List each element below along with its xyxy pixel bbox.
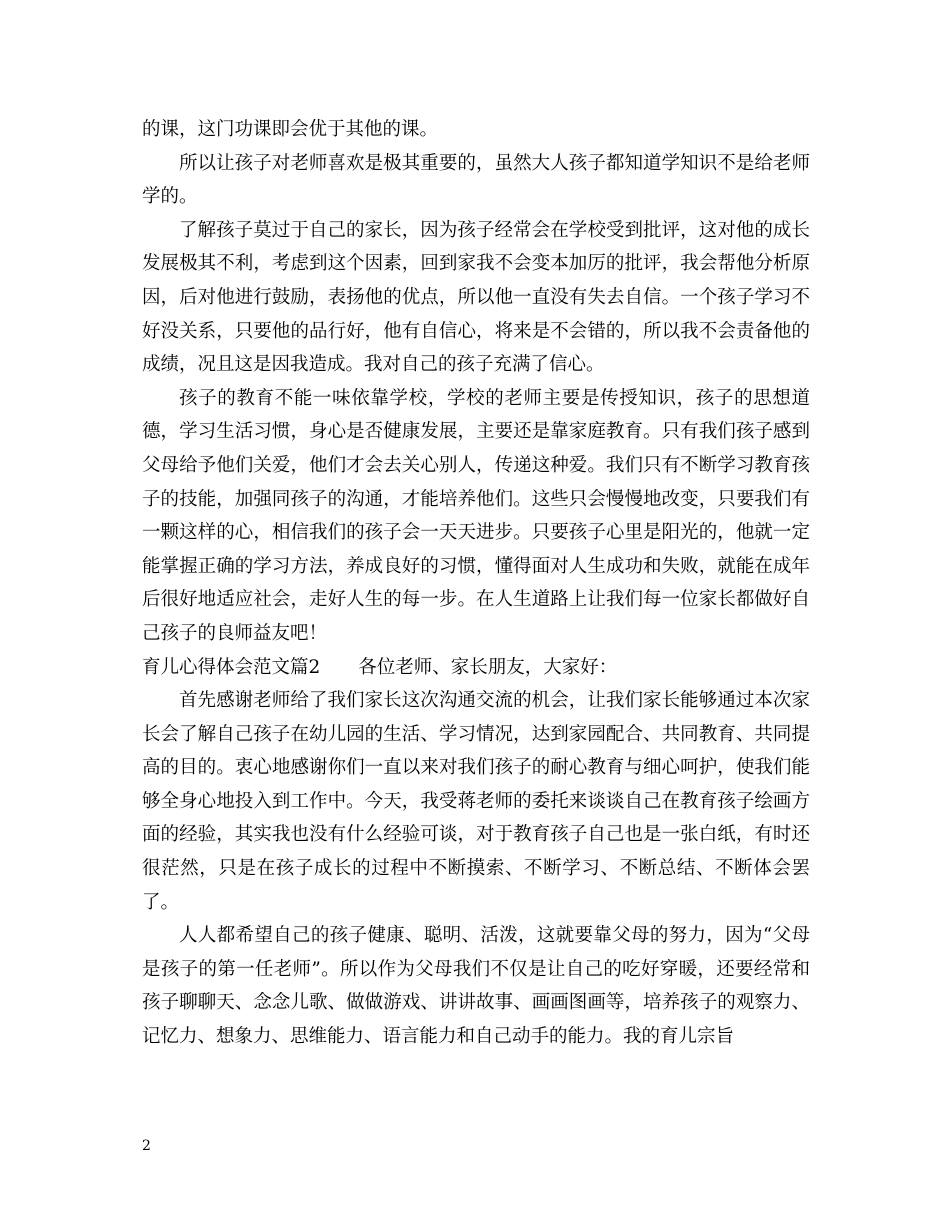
paragraph-parents-role: 人人都希望自己的孩子健康、聪明、活泼，这就要靠父母的努力，因为“父母是孩子的第一任老师”。所以作为父母我们不仅是让自己的吃好穿暖，还要经常和孩子聊聊天、念念儿歌、做做游戏、讲讲故事、画画图画等，培养孩子的观察力、记忆力、想象力、思维能力、语言能力和自己动手的能力。我的育儿宗旨 <box>142 925 810 1048</box>
section-heading <box>142 651 810 685</box>
document-body <box>142 113 810 1054</box>
paragraph-continued: 的课，这门功课即会优于其他的课。 <box>142 119 439 140</box>
section-title: 育儿心得体会范文篇2 <box>142 656 321 678</box>
paragraph-family-education: 孩子的教育不能一味依靠学校，学校的老师主要是传授知识，孩子的思想道德，学习生活习惯，身心是否健康发展，主要还是靠家庭教育。只有我们孩子感到父母给予他们关爱，他们才会去关心别人，传递这种爱。我们只有不断学习教育孩子的技能，加强同孩子的沟通，才能培养他们。这些只会慢慢地改变，只要我们有一颗这样的心，相信我们的孩子会一天天进步。只要孩子心里是阳光的，他就一定能掌握正确的学习方法，养成良好的习惯，懂得面对人生成功和失败，就能在成年后很好地适应社会，走好人生的每一步。在人生道路上让我们每一位家长都做好自己孩子的良师益友吧！ <box>142 387 810 644</box>
paragraph-understanding-child: 了解孩子莫过于自己的家长，因为孩子经常会在学校受到批评，这对他的成长发展极其不利，考虑到这个因素，回到家我不会变本加厉的批评，我会帮他分析原因，后对他进行鼓励，表扬他的优点，所以他一直没有失去自信。一个孩子学习不好没关系，只要他的品行好，他有自信心，将来是不会错的，所以我不会责备他的成绩，况且这是因我造成。我对自己的孩子充满了信心。 <box>142 219 810 376</box>
paragraph-thanks: 首先感谢老师给了我们家长这次沟通交流的机会，让我们家长能够通过本次家长会了解自己孩子在幼儿园的生活、学习情况，达到家园配合、共同教育、共同提高的目的。衷心地感谢你们一直以来对我们孩子的耐心教育与细心呵护，使我们能够全身心地投入到工作中。今天，我受蒋老师的委托来谈谈自己在教育孩子绘画方面的经验，其实我也没有什么经验可谈，对于教育孩子自己也是一张白纸，有时还很茫然，只是在孩子成长的过程中不断摸索、不断学习、不断总结、不断体会罢了。 <box>142 690 810 913</box>
page-number: 2 <box>142 1138 151 1154</box>
section-greeting: 各位老师、家长朋友，大家好： <box>358 656 618 678</box>
paragraph-teacher-importance: 所以让孩子对老师喜欢是极其重要的，虽然大人孩子都知道学知识不是给老师学的。 <box>142 152 810 208</box>
